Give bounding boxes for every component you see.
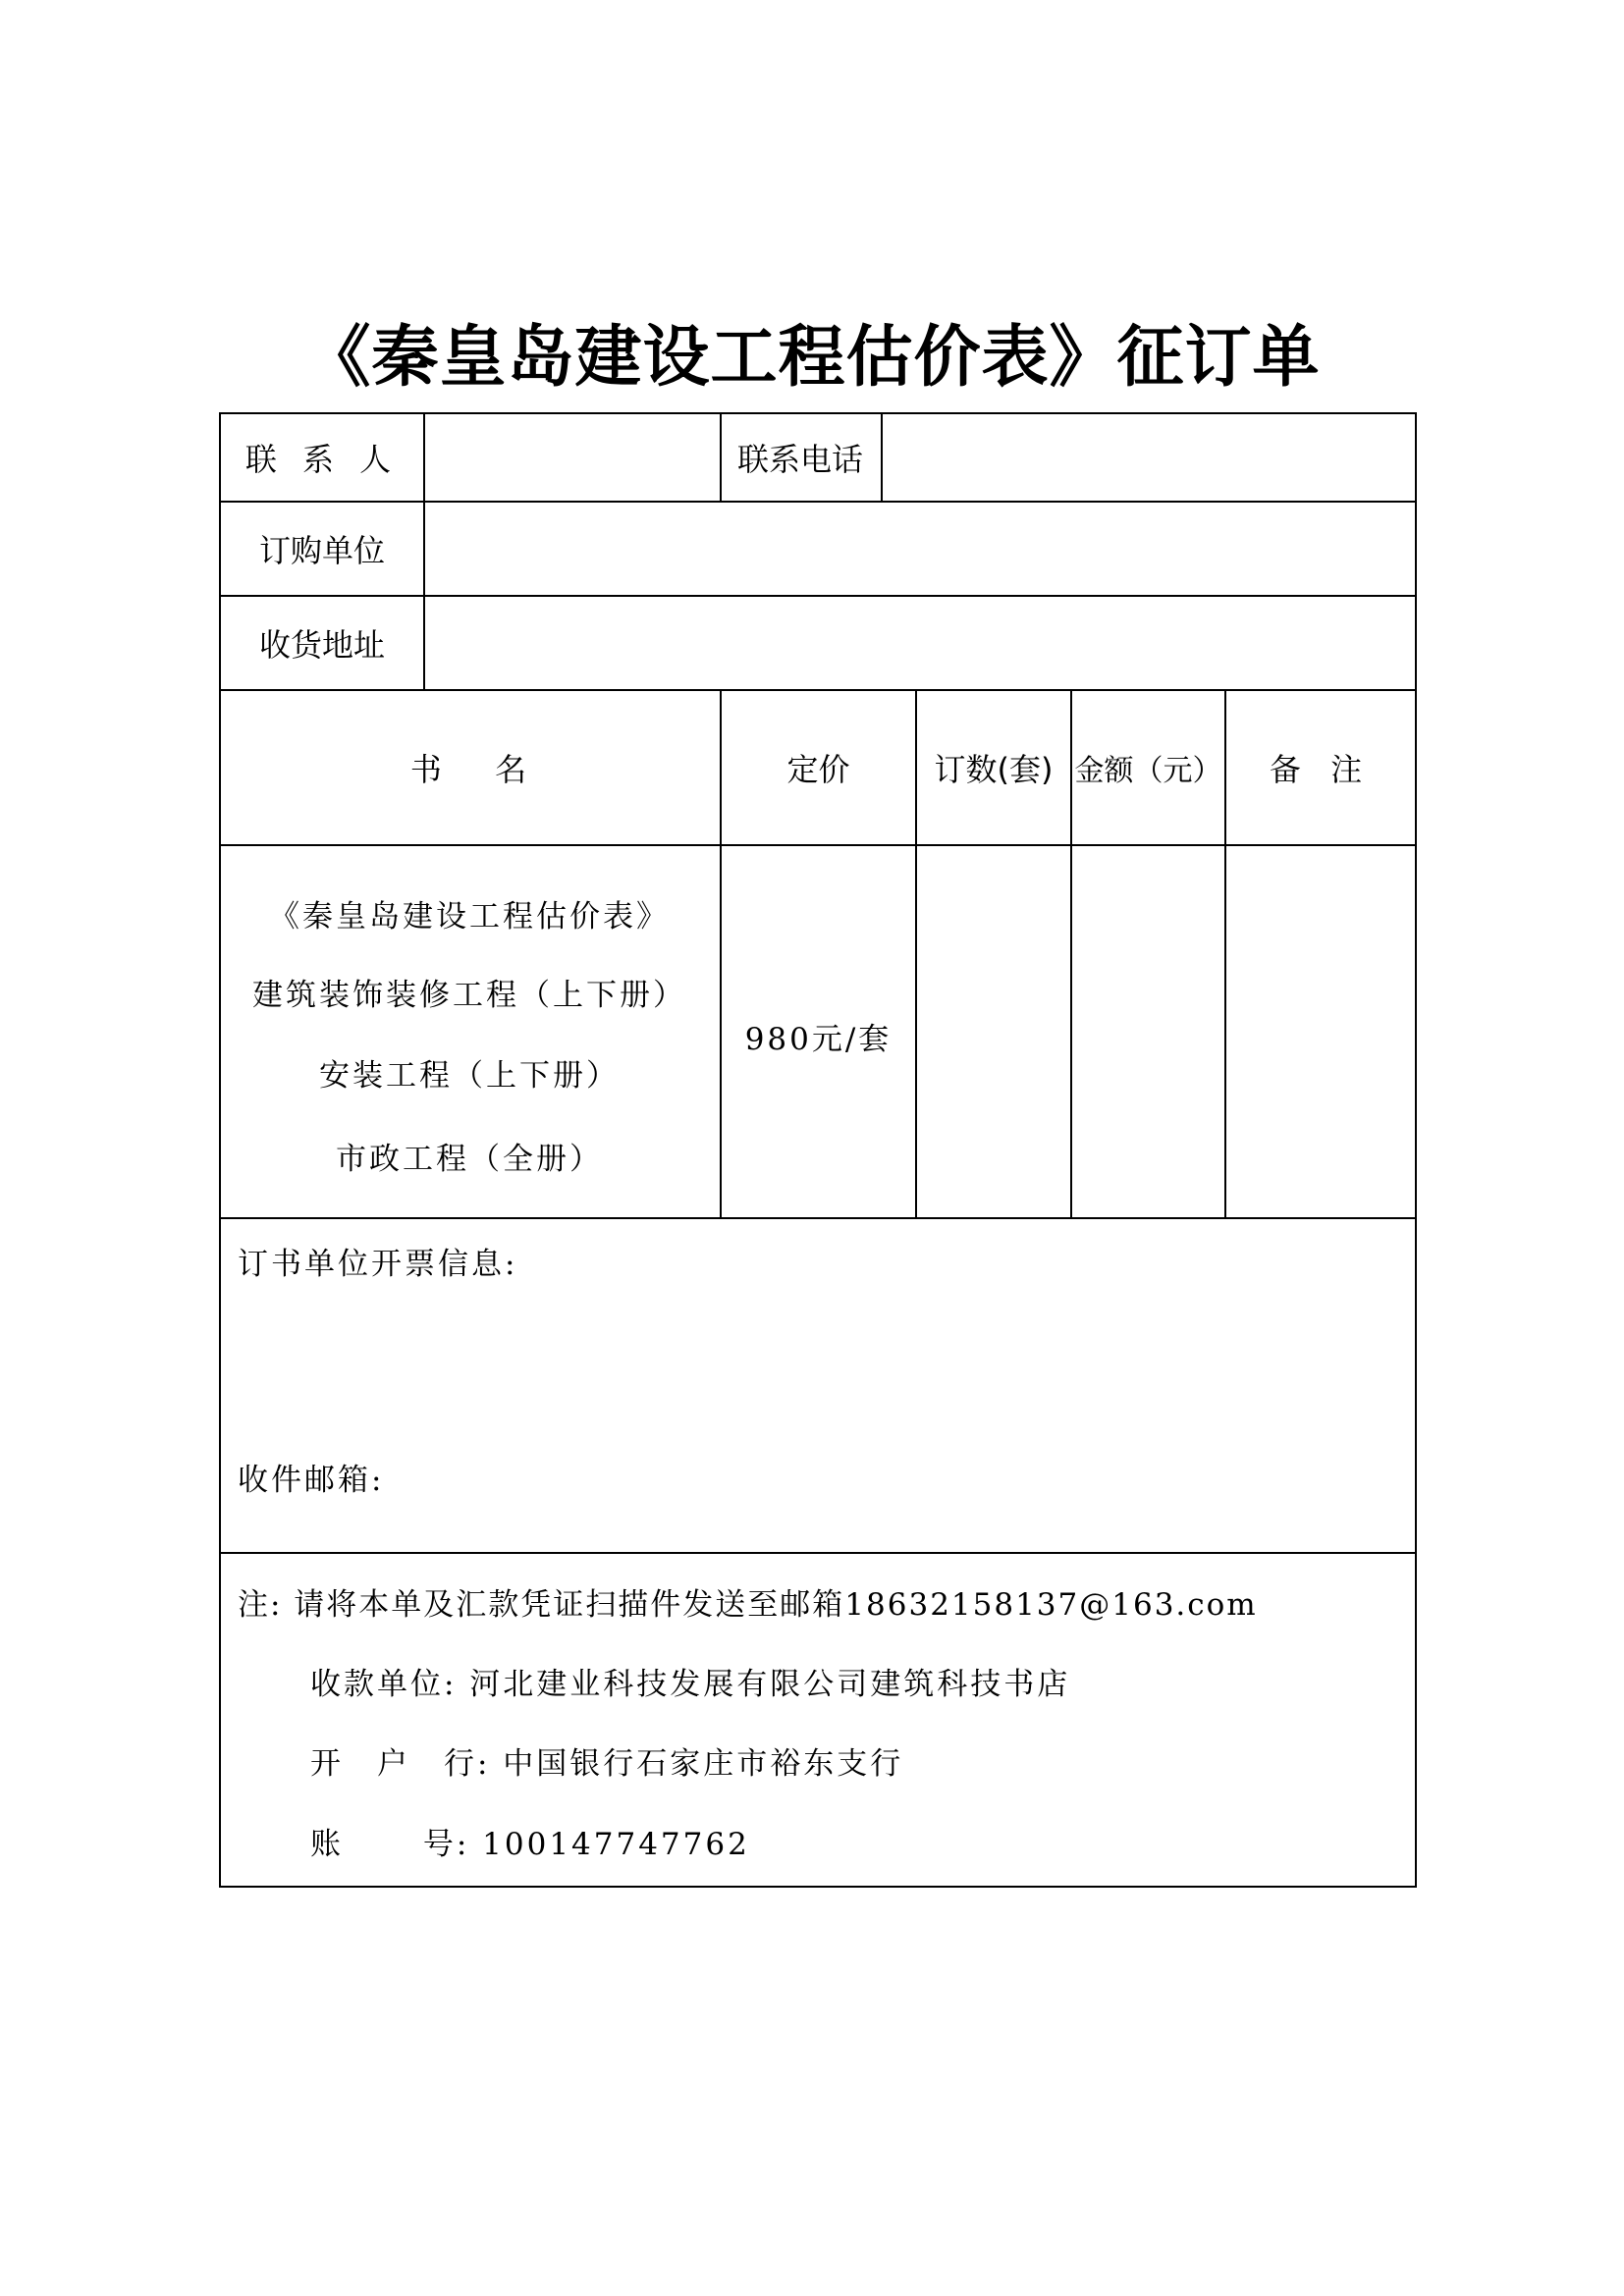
bank-line: 开 户 行: 中国银行石家庄市裕东支行 — [310, 1746, 904, 1782]
header-amount: 金额（元） — [1074, 754, 1222, 788]
contact-person-label: 联 系 人 — [244, 441, 400, 478]
note-line: 注: 请将本单及汇款凭证扫描件发送至邮箱18632158137@163.com — [238, 1587, 1258, 1623]
invoice-info-label: 订书单位开票信息: — [238, 1247, 518, 1282]
book-line: 安装工程（上下册） — [319, 1058, 620, 1094]
page-title: 《秦皇岛建设工程估价表》征订单 — [303, 318, 1321, 397]
contact-person-field[interactable] — [425, 414, 720, 501]
payee-line: 收款单位: 河北建业科技发展有限公司建筑科技书店 — [310, 1667, 1071, 1702]
email-label: 收件邮箱: — [238, 1463, 385, 1498]
divider — [219, 1552, 1417, 1554]
address-field[interactable] — [425, 597, 1415, 689]
divider — [219, 1217, 1417, 1219]
amount-field[interactable] — [1072, 846, 1224, 1217]
quantity-field[interactable] — [917, 846, 1070, 1217]
book-line: 《秦皇岛建设工程估价表》 — [269, 899, 670, 934]
book-line: 市政工程（全册） — [336, 1142, 603, 1177]
contact-phone-field[interactable] — [883, 414, 1415, 501]
header-remark: 备 注 — [1269, 751, 1373, 788]
order-unit-field[interactable] — [425, 503, 1415, 595]
book-price: 980元/套 — [744, 1021, 893, 1057]
header-price: 定价 — [786, 751, 850, 788]
account-line: 账 号: 100147747762 — [310, 1827, 750, 1862]
order-unit-label: 订购单位 — [258, 532, 385, 569]
header-book-name: 书 名 — [409, 751, 531, 788]
book-line: 建筑装饰装修工程（上下册） — [252, 978, 686, 1013]
contact-phone-label: 联系电话 — [736, 441, 863, 478]
header-quantity: 订数(套) — [934, 751, 1054, 788]
address-label: 收货地址 — [258, 626, 385, 664]
remark-field[interactable] — [1226, 846, 1415, 1217]
